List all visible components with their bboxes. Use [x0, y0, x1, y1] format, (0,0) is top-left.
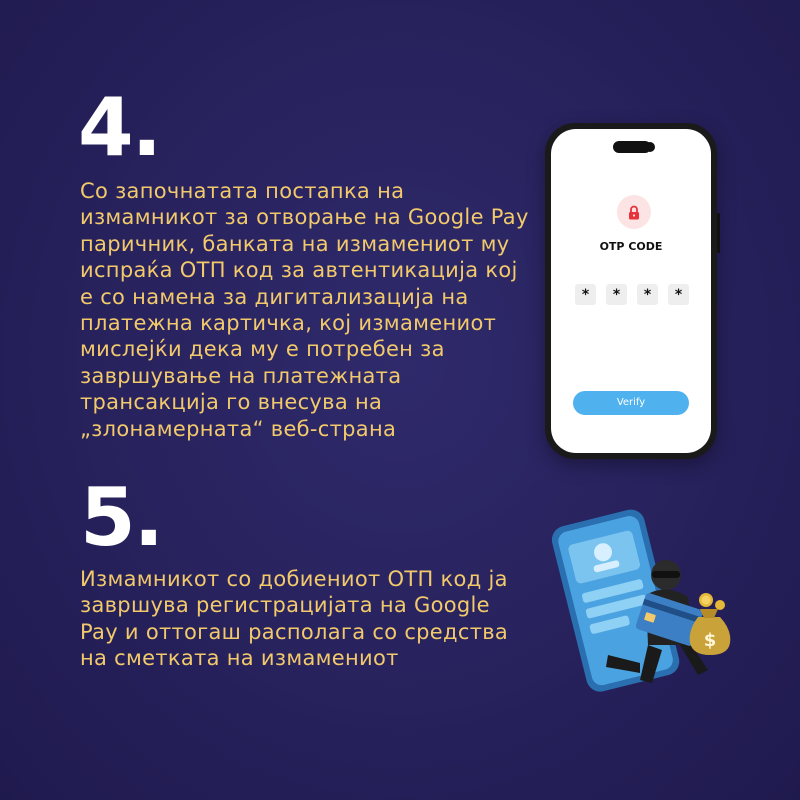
svg-text:$: $ — [703, 630, 717, 651]
phone-mockup — [545, 123, 717, 459]
lock-icon — [627, 205, 641, 220]
step-4-number: 4. — [78, 81, 161, 174]
otp-digit-2[interactable]: * — [606, 284, 627, 305]
step-5-number: 5. — [80, 471, 163, 564]
otp-title: OTP CODE — [599, 240, 663, 253]
lock-badge — [617, 195, 651, 229]
otp-digit-1[interactable]: * — [575, 284, 596, 305]
verify-button[interactable]: Verify — [573, 391, 689, 415]
otp-digit-4[interactable]: * — [668, 284, 689, 305]
step-4-description: Со започнатата постапка на измамникот за отворање на Google Pay паричник, банката на измамениот му испраќа ОТП код за автентикација кој е со намена за дигитализација на платежна картичка, кој измамениот мислејќи дека му е потребен за завршување на платежната трансакција го внесува на „злонамерната“ веб-страна — [80, 179, 529, 441]
otp-input-row — [575, 284, 689, 305]
step-5-description: Измамникот со добиениот ОТП код ја завршува регистрацијата на Google Pay и оттогаш располага со средства на сметката на измамениот — [80, 567, 509, 671]
phone-camera — [645, 142, 655, 152]
fraudster-illustration — [548, 505, 738, 700]
coin-icon — [699, 593, 725, 610]
otp-digit-3[interactable]: * — [637, 284, 658, 305]
phone-screen — [551, 129, 711, 453]
